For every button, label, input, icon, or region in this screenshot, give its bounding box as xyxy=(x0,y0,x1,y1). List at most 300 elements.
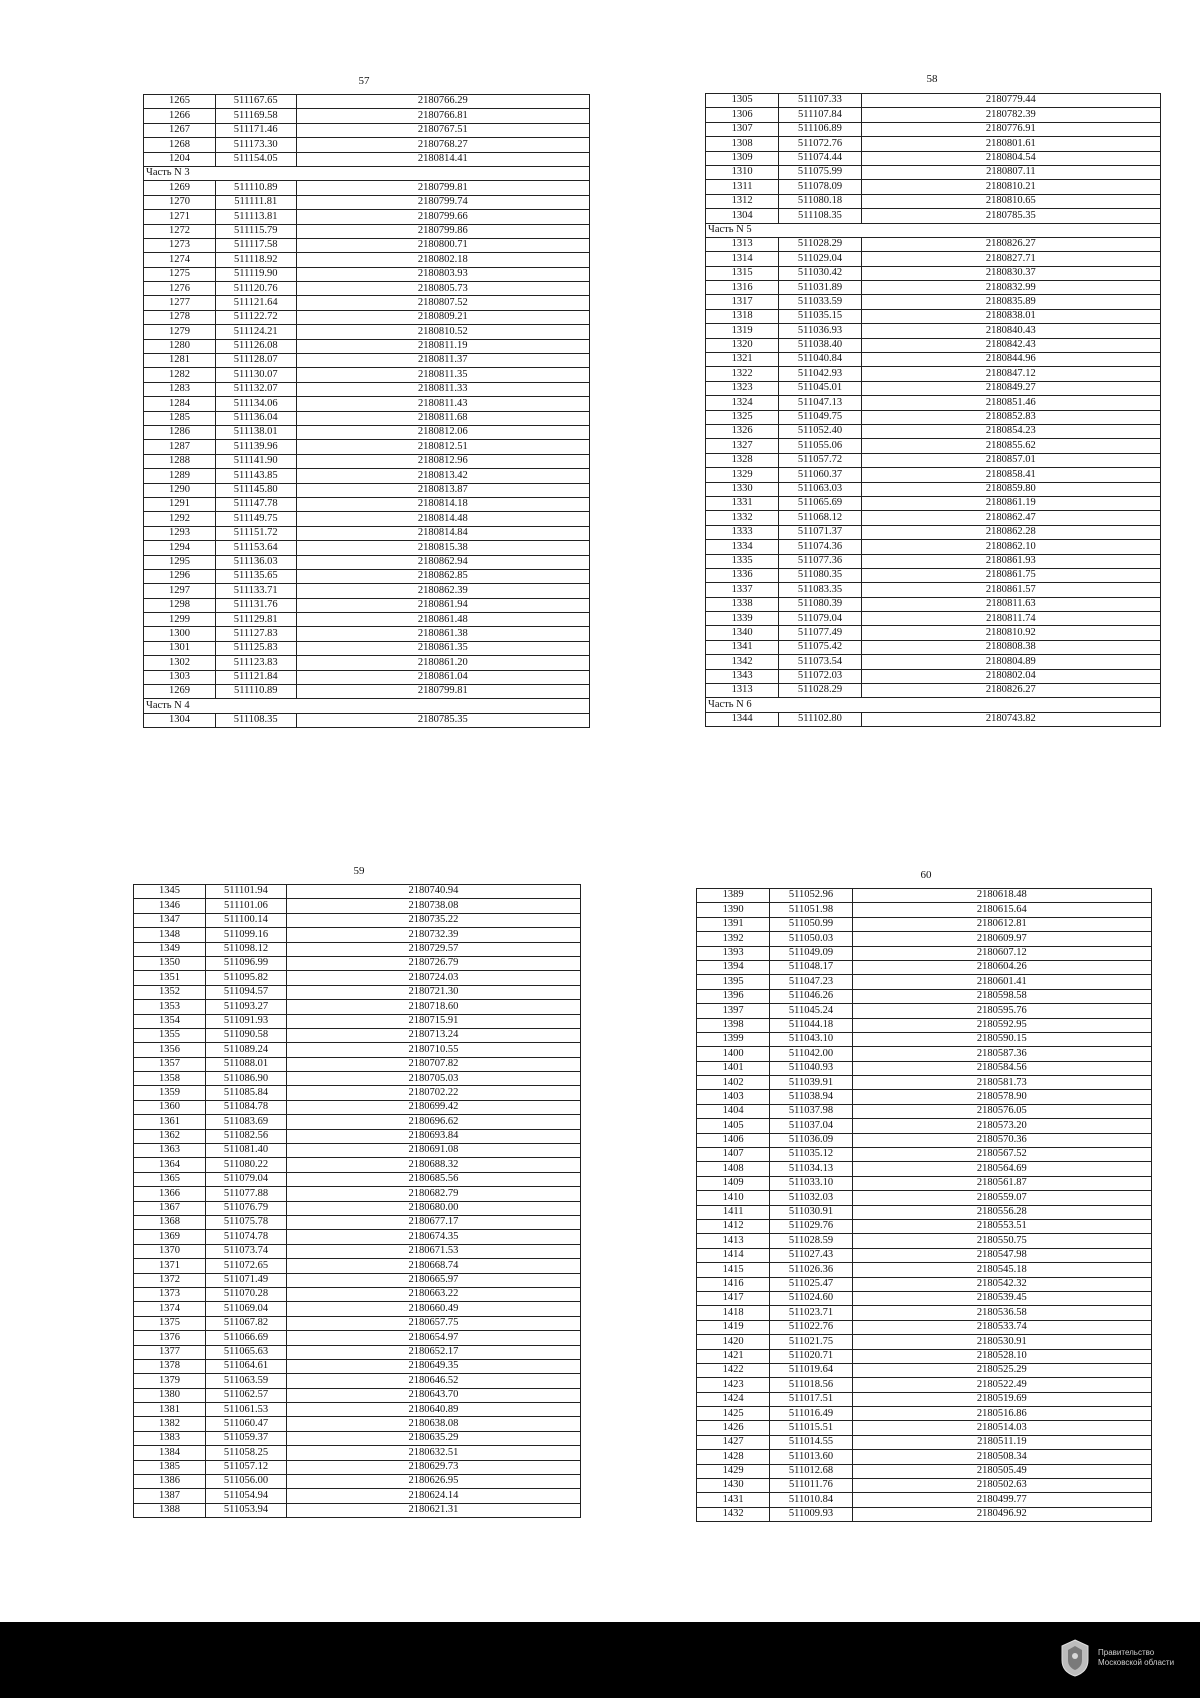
point-number-cell: 1421 xyxy=(697,1349,770,1363)
table-row xyxy=(697,1004,1152,1018)
table-row xyxy=(144,152,590,166)
x-coordinate-cell: 511088.01 xyxy=(206,1057,287,1071)
y-coordinate-cell: 2180592.95 xyxy=(852,1018,1151,1032)
x-coordinate-cell: 511126.08 xyxy=(215,339,296,353)
x-coordinate-cell: 511032.03 xyxy=(770,1191,852,1205)
x-coordinate-cell: 511154.05 xyxy=(215,152,296,166)
y-coordinate-cell: 2180815.38 xyxy=(296,541,589,555)
table-row xyxy=(706,137,1161,151)
y-coordinate-cell: 2180624.14 xyxy=(286,1489,580,1503)
x-coordinate-cell: 511149.75 xyxy=(215,512,296,526)
point-number-cell: 1402 xyxy=(697,1076,770,1090)
point-number-cell: 1405 xyxy=(697,1119,770,1133)
y-coordinate-cell: 2180800.71 xyxy=(296,238,589,252)
table-row xyxy=(144,123,590,137)
x-coordinate-cell: 511012.68 xyxy=(770,1464,852,1478)
point-number-cell: 1330 xyxy=(706,482,779,496)
x-coordinate-cell: 511019.64 xyxy=(770,1363,852,1377)
table-row xyxy=(144,483,590,497)
point-number-cell: 1366 xyxy=(134,1187,206,1201)
x-coordinate-cell: 511070.28 xyxy=(206,1287,287,1301)
x-coordinate-cell: 511072.03 xyxy=(779,669,861,683)
point-number-cell: 1317 xyxy=(706,295,779,309)
table-row xyxy=(144,310,590,324)
y-coordinate-cell: 2180604.26 xyxy=(852,960,1151,974)
point-number-cell: 1416 xyxy=(697,1277,770,1291)
coordinates-table xyxy=(133,884,581,1518)
point-number-cell: 1321 xyxy=(706,353,779,367)
table-row xyxy=(144,382,590,396)
table-row xyxy=(134,1100,581,1114)
y-coordinate-cell: 2180561.87 xyxy=(852,1176,1151,1190)
table-row xyxy=(706,439,1161,453)
x-coordinate-cell: 511043.10 xyxy=(770,1032,852,1046)
x-coordinate-cell: 511014.55 xyxy=(770,1435,852,1449)
y-coordinate-cell: 2180862.28 xyxy=(861,525,1160,539)
y-coordinate-cell: 2180813.42 xyxy=(296,469,589,483)
y-coordinate-cell: 2180584.56 xyxy=(852,1061,1151,1075)
table-row xyxy=(706,712,1161,726)
x-coordinate-cell: 511151.72 xyxy=(215,526,296,540)
y-coordinate-cell: 2180858.41 xyxy=(861,468,1160,482)
point-number-cell: 1431 xyxy=(697,1493,770,1507)
point-number-cell: 1350 xyxy=(134,956,206,970)
y-coordinate-cell: 2180857.01 xyxy=(861,453,1160,467)
x-coordinate-cell: 511023.71 xyxy=(770,1306,852,1320)
x-coordinate-cell: 511029.04 xyxy=(779,252,861,266)
table-row xyxy=(134,1359,581,1373)
point-number-cell: 1327 xyxy=(706,439,779,453)
point-number-cell: 1267 xyxy=(144,123,216,137)
point-number-cell: 1288 xyxy=(144,454,216,468)
x-coordinate-cell: 511095.82 xyxy=(206,971,287,985)
coat-of-arms-icon xyxy=(1058,1638,1092,1678)
y-coordinate-cell: 2180632.51 xyxy=(286,1446,580,1460)
y-coordinate-cell: 2180811.63 xyxy=(861,597,1160,611)
y-coordinate-cell: 2180626.95 xyxy=(286,1475,580,1489)
table-row xyxy=(134,985,581,999)
x-coordinate-cell: 511099.16 xyxy=(206,928,287,942)
table-row xyxy=(144,541,590,555)
y-coordinate-cell: 2180570.36 xyxy=(852,1133,1151,1147)
x-coordinate-cell: 511121.64 xyxy=(215,296,296,310)
y-coordinate-cell: 2180635.29 xyxy=(286,1431,580,1445)
point-number-cell: 1306 xyxy=(706,108,779,122)
section-heading-spacer xyxy=(861,698,1160,712)
point-number-cell: 1290 xyxy=(144,483,216,497)
x-coordinate-cell: 511123.83 xyxy=(215,656,296,670)
x-coordinate-cell: 511173.30 xyxy=(215,138,296,152)
x-coordinate-cell: 511107.84 xyxy=(779,108,861,122)
table-row xyxy=(144,325,590,339)
y-coordinate-cell: 2180810.52 xyxy=(296,325,589,339)
y-coordinate-cell: 2180732.39 xyxy=(286,928,580,942)
y-coordinate-cell: 2180649.35 xyxy=(286,1359,580,1373)
point-number-cell: 1432 xyxy=(697,1507,770,1521)
table-row xyxy=(144,526,590,540)
y-coordinate-cell: 2180808.38 xyxy=(861,640,1160,654)
table-row xyxy=(144,210,590,224)
point-number-cell: 1297 xyxy=(144,584,216,598)
x-coordinate-cell: 511096.99 xyxy=(206,956,287,970)
table-row xyxy=(134,1115,581,1129)
x-coordinate-cell: 511153.64 xyxy=(215,541,296,555)
point-number-cell: 1407 xyxy=(697,1148,770,1162)
point-number-cell: 1316 xyxy=(706,281,779,295)
table-row xyxy=(697,1378,1152,1392)
table-row xyxy=(144,425,590,439)
y-coordinate-cell: 2180685.56 xyxy=(286,1172,580,1186)
y-coordinate-cell: 2180696.62 xyxy=(286,1115,580,1129)
y-coordinate-cell: 2180508.34 xyxy=(852,1450,1151,1464)
point-number-cell: 1342 xyxy=(706,655,779,669)
x-coordinate-cell: 511120.76 xyxy=(215,282,296,296)
point-number-cell: 1335 xyxy=(706,554,779,568)
x-coordinate-cell: 511065.69 xyxy=(779,496,861,510)
x-coordinate-cell: 511129.81 xyxy=(215,613,296,627)
y-coordinate-cell: 2180536.58 xyxy=(852,1306,1151,1320)
table-row xyxy=(697,1277,1152,1291)
x-coordinate-cell: 511125.83 xyxy=(215,641,296,655)
x-coordinate-cell: 511090.58 xyxy=(206,1028,287,1042)
table-row xyxy=(706,424,1161,438)
point-number-cell: 1353 xyxy=(134,1000,206,1014)
point-number-cell: 1294 xyxy=(144,541,216,555)
y-coordinate-cell: 2180861.20 xyxy=(296,656,589,670)
point-number-cell: 1309 xyxy=(706,151,779,165)
y-coordinate-cell: 2180726.79 xyxy=(286,956,580,970)
x-coordinate-cell: 511030.42 xyxy=(779,266,861,280)
point-number-cell: 1357 xyxy=(134,1057,206,1071)
table-row xyxy=(697,1493,1152,1507)
x-coordinate-cell: 511078.09 xyxy=(779,180,861,194)
page-number-59: 59 xyxy=(353,865,365,877)
table-row xyxy=(134,1129,581,1143)
table-row xyxy=(697,1450,1152,1464)
table-row xyxy=(144,598,590,612)
y-coordinate-cell: 2180556.28 xyxy=(852,1205,1151,1219)
point-number-cell: 1401 xyxy=(697,1061,770,1075)
table-row xyxy=(144,569,590,583)
table-row xyxy=(144,670,590,684)
x-coordinate-cell: 511045.01 xyxy=(779,381,861,395)
point-number-cell: 1425 xyxy=(697,1407,770,1421)
table-row xyxy=(134,1503,581,1517)
y-coordinate-cell: 2180840.43 xyxy=(861,324,1160,338)
y-coordinate-cell: 2180530.91 xyxy=(852,1335,1151,1349)
x-coordinate-cell: 511130.07 xyxy=(215,368,296,382)
y-coordinate-cell: 2180862.85 xyxy=(296,569,589,583)
section-heading-row xyxy=(144,166,590,180)
point-number-cell: 1300 xyxy=(144,627,216,641)
section-heading-spacer xyxy=(215,166,296,180)
point-number-cell: 1302 xyxy=(144,656,216,670)
point-number-cell: 1377 xyxy=(134,1345,206,1359)
x-coordinate-cell: 511050.99 xyxy=(770,917,852,931)
table-row xyxy=(697,989,1152,1003)
table-row xyxy=(697,1263,1152,1277)
x-coordinate-cell: 511072.76 xyxy=(779,137,861,151)
x-coordinate-cell: 511052.40 xyxy=(779,424,861,438)
y-coordinate-cell: 2180779.44 xyxy=(861,94,1160,108)
table-row xyxy=(134,1403,581,1417)
y-coordinate-cell: 2180705.03 xyxy=(286,1072,580,1086)
point-number-cell: 1269 xyxy=(144,685,216,699)
x-coordinate-cell: 511135.65 xyxy=(215,569,296,583)
table-row xyxy=(134,956,581,970)
y-coordinate-cell: 2180715.91 xyxy=(286,1014,580,1028)
point-number-cell: 1397 xyxy=(697,1004,770,1018)
point-number-cell: 1322 xyxy=(706,367,779,381)
x-coordinate-cell: 511143.85 xyxy=(215,469,296,483)
point-number-cell: 1403 xyxy=(697,1090,770,1104)
y-coordinate-cell: 2180768.27 xyxy=(296,138,589,152)
x-coordinate-cell: 511049.75 xyxy=(779,410,861,424)
y-coordinate-cell: 2180688.32 xyxy=(286,1158,580,1172)
point-number-cell: 1374 xyxy=(134,1302,206,1316)
table-row xyxy=(134,885,581,899)
y-coordinate-cell: 2180581.73 xyxy=(852,1076,1151,1090)
table-row xyxy=(134,1028,581,1042)
table-row xyxy=(697,946,1152,960)
table-row xyxy=(706,108,1161,122)
table-row xyxy=(144,238,590,252)
y-coordinate-cell: 2180638.08 xyxy=(286,1417,580,1431)
y-coordinate-cell: 2180849.27 xyxy=(861,381,1160,395)
point-number-cell: 1285 xyxy=(144,411,216,425)
point-number-cell: 1311 xyxy=(706,180,779,194)
x-coordinate-cell: 511020.71 xyxy=(770,1349,852,1363)
point-number-cell: 1281 xyxy=(144,354,216,368)
point-number-cell: 1359 xyxy=(134,1086,206,1100)
table-row xyxy=(697,917,1152,931)
y-coordinate-cell: 2180832.99 xyxy=(861,281,1160,295)
x-coordinate-cell: 511035.12 xyxy=(770,1148,852,1162)
x-coordinate-cell: 511058.25 xyxy=(206,1446,287,1460)
table-row xyxy=(144,195,590,209)
y-coordinate-cell: 2180652.17 xyxy=(286,1345,580,1359)
point-number-cell: 1348 xyxy=(134,928,206,942)
y-coordinate-cell: 2180621.31 xyxy=(286,1503,580,1517)
table-row xyxy=(697,1335,1152,1349)
point-number-cell: 1325 xyxy=(706,410,779,424)
x-coordinate-cell: 511038.94 xyxy=(770,1090,852,1104)
table-row xyxy=(706,165,1161,179)
x-coordinate-cell: 511039.91 xyxy=(770,1076,852,1090)
point-number-cell: 1414 xyxy=(697,1248,770,1262)
y-coordinate-cell: 2180804.54 xyxy=(861,151,1160,165)
point-number-cell: 1324 xyxy=(706,396,779,410)
y-coordinate-cell: 2180835.89 xyxy=(861,295,1160,309)
table-row xyxy=(144,497,590,511)
x-coordinate-cell: 511171.46 xyxy=(215,123,296,137)
x-coordinate-cell: 511036.93 xyxy=(779,324,861,338)
y-coordinate-cell: 2180693.84 xyxy=(286,1129,580,1143)
point-number-cell: 1364 xyxy=(134,1158,206,1172)
table-row xyxy=(697,1479,1152,1493)
table-row xyxy=(134,1446,581,1460)
x-coordinate-cell: 511074.36 xyxy=(779,540,861,554)
x-coordinate-cell: 511071.37 xyxy=(779,525,861,539)
y-coordinate-cell: 2180810.21 xyxy=(861,180,1160,194)
point-number-cell: 1404 xyxy=(697,1104,770,1118)
table-row xyxy=(134,1489,581,1503)
page-number-57: 57 xyxy=(358,75,370,87)
point-number-cell: 1310 xyxy=(706,165,779,179)
x-coordinate-cell: 511122.72 xyxy=(215,310,296,324)
y-coordinate-cell: 2180519.69 xyxy=(852,1392,1151,1406)
point-number-cell: 1395 xyxy=(697,975,770,989)
y-coordinate-cell: 2180612.81 xyxy=(852,917,1151,931)
y-coordinate-cell: 2180587.36 xyxy=(852,1047,1151,1061)
y-coordinate-cell: 2180799.81 xyxy=(296,685,589,699)
table-row xyxy=(144,641,590,655)
point-number-cell: 1341 xyxy=(706,640,779,654)
x-coordinate-cell: 511057.72 xyxy=(779,453,861,467)
table-row xyxy=(134,1086,581,1100)
y-coordinate-cell: 2180861.35 xyxy=(296,641,589,655)
table-row xyxy=(697,1061,1152,1075)
point-number-cell: 1368 xyxy=(134,1215,206,1229)
x-coordinate-cell: 511079.04 xyxy=(779,612,861,626)
table-row xyxy=(706,266,1161,280)
point-number-cell: 1333 xyxy=(706,525,779,539)
table-row xyxy=(134,1287,581,1301)
government-caption-line1: Правительство xyxy=(1098,1648,1155,1657)
table-row xyxy=(134,1172,581,1186)
y-coordinate-cell: 2180810.92 xyxy=(861,626,1160,640)
point-number-cell: 1346 xyxy=(134,899,206,913)
x-coordinate-cell: 511056.00 xyxy=(206,1475,287,1489)
x-coordinate-cell: 511067.82 xyxy=(206,1316,287,1330)
table-row xyxy=(706,252,1161,266)
y-coordinate-cell: 2180838.01 xyxy=(861,309,1160,323)
y-coordinate-cell: 2180766.29 xyxy=(296,95,589,109)
x-coordinate-cell: 511051.98 xyxy=(770,903,852,917)
y-coordinate-cell: 2180643.70 xyxy=(286,1388,580,1402)
x-coordinate-cell: 511029.76 xyxy=(770,1219,852,1233)
point-number-cell: 1398 xyxy=(697,1018,770,1032)
point-number-cell: 1340 xyxy=(706,626,779,640)
x-coordinate-cell: 511147.78 xyxy=(215,497,296,511)
point-number-cell: 1271 xyxy=(144,210,216,224)
table-row xyxy=(697,1205,1152,1219)
table-row xyxy=(134,1417,581,1431)
table-row xyxy=(144,95,590,109)
x-coordinate-cell: 511138.01 xyxy=(215,425,296,439)
y-coordinate-cell: 2180629.73 xyxy=(286,1460,580,1474)
section-heading-spacer xyxy=(779,223,861,237)
y-coordinate-cell: 2180814.18 xyxy=(296,497,589,511)
x-coordinate-cell: 511093.27 xyxy=(206,1000,287,1014)
point-number-cell: 1358 xyxy=(134,1072,206,1086)
x-coordinate-cell: 511084.78 xyxy=(206,1100,287,1114)
table-row xyxy=(134,1158,581,1172)
x-coordinate-cell: 511046.26 xyxy=(770,989,852,1003)
point-number-cell: 1315 xyxy=(706,266,779,280)
x-coordinate-cell: 511141.90 xyxy=(215,454,296,468)
table-row xyxy=(144,339,590,353)
point-number-cell: 1376 xyxy=(134,1331,206,1345)
x-coordinate-cell: 511076.79 xyxy=(206,1201,287,1215)
section-heading-spacer xyxy=(861,223,1160,237)
table-row xyxy=(697,1248,1152,1262)
x-coordinate-cell: 511098.12 xyxy=(206,942,287,956)
table-row xyxy=(706,396,1161,410)
table-row xyxy=(697,1176,1152,1190)
y-coordinate-cell: 2180861.04 xyxy=(296,670,589,684)
point-number-cell: 1410 xyxy=(697,1191,770,1205)
point-number-cell: 1272 xyxy=(144,224,216,238)
point-number-cell: 1270 xyxy=(144,195,216,209)
x-coordinate-cell: 511068.12 xyxy=(779,511,861,525)
point-number-cell: 1320 xyxy=(706,338,779,352)
x-coordinate-cell: 511111.81 xyxy=(215,195,296,209)
government-caption xyxy=(1098,1648,1198,1668)
y-coordinate-cell: 2180785.35 xyxy=(861,209,1160,223)
table-row xyxy=(697,1090,1152,1104)
x-coordinate-cell: 511028.59 xyxy=(770,1234,852,1248)
x-coordinate-cell: 511042.93 xyxy=(779,367,861,381)
x-coordinate-cell: 511057.12 xyxy=(206,1460,287,1474)
point-number-cell: 1371 xyxy=(134,1259,206,1273)
y-coordinate-cell: 2180862.47 xyxy=(861,511,1160,525)
x-coordinate-cell: 511136.03 xyxy=(215,555,296,569)
table-row xyxy=(144,512,590,526)
table-row xyxy=(144,109,590,123)
y-coordinate-cell: 2180721.30 xyxy=(286,985,580,999)
x-coordinate-cell: 511037.98 xyxy=(770,1104,852,1118)
y-coordinate-cell: 2180618.48 xyxy=(852,889,1151,903)
point-number-cell: 1313 xyxy=(706,237,779,251)
point-number-cell: 1291 xyxy=(144,497,216,511)
table-row xyxy=(706,209,1161,223)
point-number-cell: 1424 xyxy=(697,1392,770,1406)
table-row xyxy=(144,267,590,281)
x-coordinate-cell: 511054.94 xyxy=(206,1489,287,1503)
x-coordinate-cell: 511134.06 xyxy=(215,397,296,411)
y-coordinate-cell: 2180842.43 xyxy=(861,338,1160,352)
point-number-cell: 1343 xyxy=(706,669,779,683)
y-coordinate-cell: 2180811.37 xyxy=(296,354,589,368)
table-row xyxy=(144,685,590,699)
y-coordinate-cell: 2180646.52 xyxy=(286,1374,580,1388)
table-row xyxy=(706,540,1161,554)
table-row xyxy=(706,626,1161,640)
table-row xyxy=(144,224,590,238)
point-number-cell: 1349 xyxy=(134,942,206,956)
x-coordinate-cell: 511124.21 xyxy=(215,325,296,339)
point-number-cell: 1415 xyxy=(697,1263,770,1277)
table-row xyxy=(706,367,1161,381)
y-coordinate-cell: 2180502.63 xyxy=(852,1479,1151,1493)
y-coordinate-cell: 2180718.60 xyxy=(286,1000,580,1014)
point-number-cell: 1301 xyxy=(144,641,216,655)
x-coordinate-cell: 511047.23 xyxy=(770,975,852,989)
table-row xyxy=(144,253,590,267)
table-row xyxy=(697,1148,1152,1162)
table-row xyxy=(706,410,1161,424)
table-row xyxy=(144,584,590,598)
table-row xyxy=(697,1407,1152,1421)
table-row xyxy=(706,338,1161,352)
table-row xyxy=(697,1320,1152,1334)
y-coordinate-cell: 2180826.27 xyxy=(861,237,1160,251)
section-heading-row xyxy=(706,223,1161,237)
x-coordinate-cell: 511035.15 xyxy=(779,309,861,323)
table-row xyxy=(706,684,1161,698)
point-number-cell: 1282 xyxy=(144,368,216,382)
